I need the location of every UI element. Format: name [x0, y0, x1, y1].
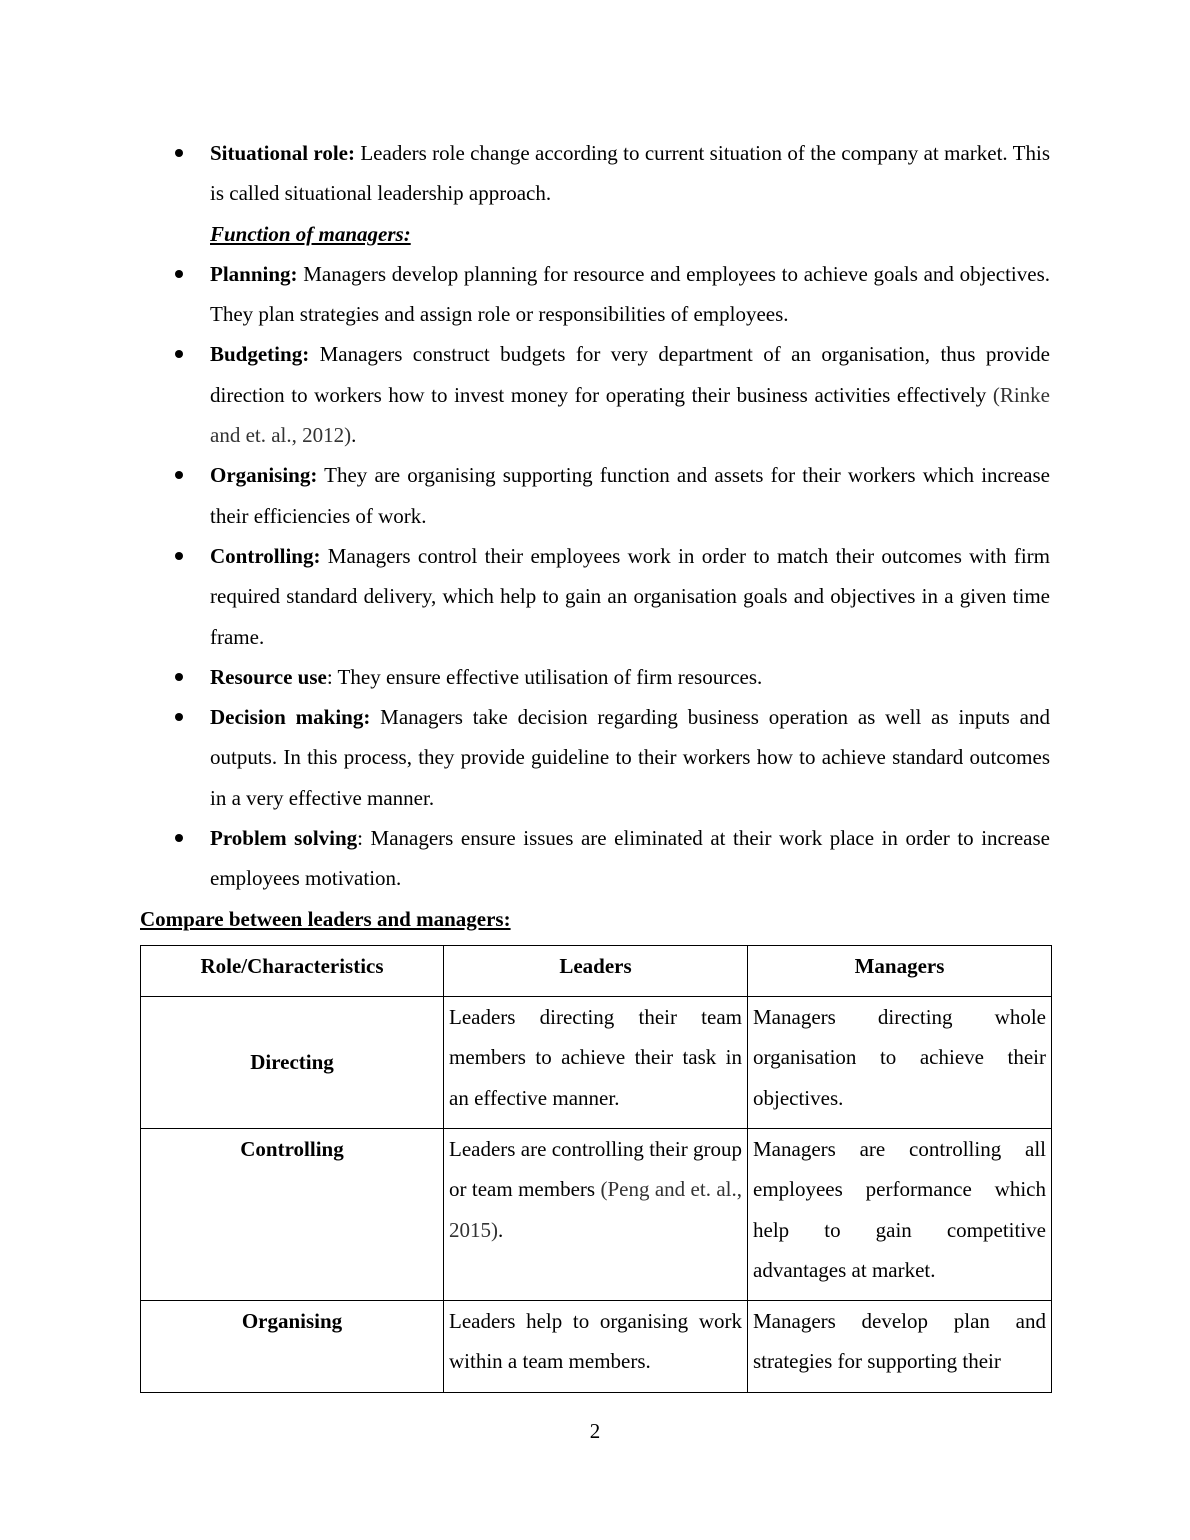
table-header-row	[141, 946, 1052, 997]
table-cell-leaders	[444, 1301, 748, 1393]
bullet-item-organising	[140, 455, 1050, 536]
cell-text-end: .	[498, 1217, 504, 1242]
bullet-dot-icon	[175, 713, 183, 721]
table-cell-managers: Managers directing whole organisation to achieve their objectives.	[748, 997, 1052, 1129]
table-cell-managers: Managers develop plan and strategies for supporting their	[748, 1301, 1052, 1393]
bullet-term: Budgeting:	[210, 342, 310, 367]
cell-text: Leaders directing their team members to achieve their task in an effective manner.	[449, 1005, 742, 1110]
bullet-term: Organising:	[210, 463, 318, 488]
table-header-cell: Role/Characteristics	[141, 946, 444, 997]
bullet-text: They are organising supporting function and assets for their workers which increase their efficiencies of work.	[210, 463, 1050, 528]
comparison-table	[140, 945, 1052, 1393]
citation: (Peng and et. al., 2015)	[449, 1177, 742, 1242]
bullet-dot-icon	[175, 149, 183, 157]
subheading-function-of-managers	[140, 214, 1050, 254]
table-cell-leaders	[444, 997, 748, 1129]
bullet-item-problem-solving	[140, 818, 1050, 899]
bullet-dot-icon	[175, 834, 183, 842]
bullet-item-decision-making	[140, 697, 1050, 818]
table-header-cell: Managers	[748, 946, 1052, 997]
bullet-text: Managers construct budgets for very department of an organisation, thus provide direction to workers how to invest money for operating their business activities effectively	[210, 342, 1050, 407]
bullet-list	[140, 133, 1050, 899]
bullet-dot-icon	[175, 552, 183, 560]
table-row	[141, 1129, 1052, 1301]
bullet-term: Resource use	[210, 664, 327, 689]
bullet-text: Managers take decision regarding business operation as well as inputs and outputs. In this process, they provide guideline to their workers how to achieve standard outcomes in a very effective manner.	[210, 705, 1050, 810]
table-cell-managers: Managers are controlling all employees performance which help to gain competitive advantages at market.	[748, 1129, 1052, 1301]
table-row	[141, 997, 1052, 1129]
table-cell-leaders	[444, 1129, 748, 1301]
section-title: Compare between leaders and managers:	[140, 907, 511, 931]
bullet-dot-icon	[175, 471, 183, 479]
bullet-text: : Managers ensure issues are eliminated at their work place in order to increase employees motivation.	[210, 826, 1050, 891]
bullet-term: Situational role:	[210, 141, 355, 165]
bullet-term: Decision making:	[210, 705, 371, 730]
bullet-item-budgeting	[140, 334, 1050, 455]
bullet-item-resource-use	[140, 657, 1050, 697]
page-number: 2	[589, 1419, 601, 1443]
bullet-term: Controlling:	[210, 543, 321, 568]
bullet-term: Planning:	[210, 261, 298, 286]
table-row-head: Directing	[141, 997, 444, 1129]
table-row	[141, 1301, 1052, 1393]
bullet-term: Problem solving	[210, 826, 358, 851]
table-row-head: Organising	[141, 1301, 444, 1393]
cell-text: Leaders help to organising work within a team members.	[449, 1309, 742, 1374]
bullet-dot-icon	[175, 673, 183, 681]
bullet-text: Leaders role change according to current situation of the company at market. This is called situational leadership approach.	[210, 141, 1050, 206]
bullet-text: Managers control their employees work in order to match their outcomes with firm required standard delivery, which help to gain an organisation goals and objectives in a given time frame.	[210, 543, 1050, 649]
bullet-dot-icon	[175, 270, 183, 278]
table-header-cell: Leaders	[444, 946, 748, 997]
bullet-text-end: .	[351, 423, 357, 448]
bullet-text: Managers develop planning for resource and employees to achieve goals and objectives. They plan strategies and assign role or responsibilities of employees.	[210, 261, 1050, 327]
table-row-head: Controlling	[141, 1129, 444, 1301]
citation: (Rinke and et. al., 2012)	[210, 382, 1050, 448]
bullet-dot-icon	[175, 350, 183, 358]
bullet-text: : They ensure effective utilisation of firm resources.	[326, 664, 763, 689]
subheading-text: Function of managers:	[210, 221, 411, 246]
bullet-item-situational-role	[140, 133, 1050, 214]
bullet-item-controlling	[140, 536, 1050, 657]
cell-text: Leaders are controlling their group or team members	[449, 1137, 742, 1202]
bullet-item-planning	[140, 254, 1050, 335]
